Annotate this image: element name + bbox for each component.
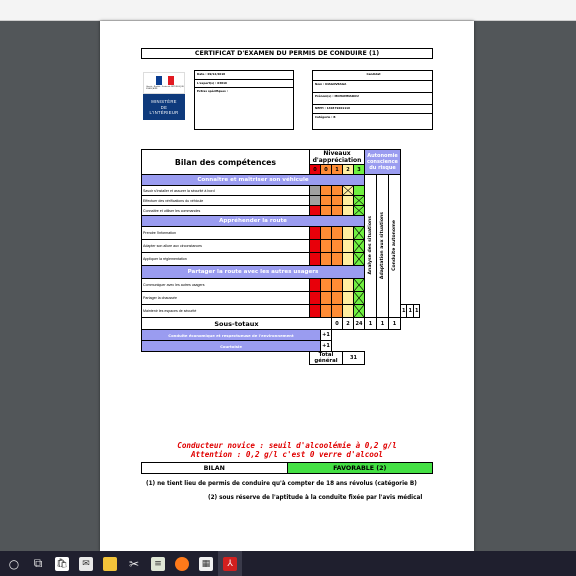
ministry-block <box>143 94 185 120</box>
competence-label: Maintenir les espaces de sécurité <box>142 305 310 318</box>
bilan-box <box>141 462 433 474</box>
total-value: 31 <box>343 352 365 365</box>
ministry-line-3: L'INTÉRIEUR <box>149 110 179 115</box>
cross-mark <box>354 206 365 216</box>
viewer-toolbar <box>0 0 576 21</box>
cross-mark <box>354 292 365 305</box>
autonomie-col-adaptation <box>377 175 389 318</box>
subtotal-1: 0 <box>332 318 343 330</box>
store-icon[interactable]: 🛍 <box>56 558 68 569</box>
niveaux-header: Niveaux d'appréciation <box>310 150 365 165</box>
competences-table <box>141 149 420 365</box>
section-vehicule: Connaître et maîtriser son véhicule <box>142 175 365 186</box>
cross-mark <box>354 240 365 253</box>
courtoisie-label: Courtoisie <box>142 341 321 352</box>
level-1: 1 <box>332 165 343 175</box>
competence-label: Connaître et utiliser les commandes <box>142 206 310 216</box>
eco-conduite-value: +1 <box>321 330 332 341</box>
level-0a: 0 <box>310 165 321 175</box>
notes-icon[interactable]: ≡ <box>146 551 170 576</box>
warning-line-1: Conducteur novice : seuil d'alcoolémie à 0,2 g/l <box>177 441 397 450</box>
competence-label: Savoir s'installer et assurer la sécurité à bord <box>142 186 310 196</box>
bilan-result: FAVORABLE (2) <box>287 463 433 473</box>
cross-mark <box>354 227 365 240</box>
acrobat-icon[interactable]: ⅄ <box>218 551 242 576</box>
bilan-label: BILAN <box>203 465 225 472</box>
exam-extras: Extras spécifiques : <box>197 89 228 93</box>
candidate-firstname: Prénom(s) : MOHAMMADOU <box>313 93 432 105</box>
section-partager: Partager la route avec les autres usagers <box>142 266 365 279</box>
calendar-icon[interactable]: ▦ <box>194 551 218 576</box>
republique-flag-box <box>143 72 185 94</box>
exam-info-box <box>194 70 294 130</box>
autonomie-value-analyse: 1 <box>401 305 407 318</box>
subtotal-auto-1: 1 <box>365 318 377 330</box>
exam-date: Date : 09/12/2018 <box>195 71 293 80</box>
competence-label: Partager la chaussée <box>142 292 310 305</box>
cross-mark <box>354 279 365 292</box>
autonomie-col-analyse <box>365 175 377 318</box>
exam-inspector: L'expert(s) : 03816 <box>195 80 293 89</box>
ministry-logo <box>143 72 185 122</box>
competence-label: Adapter son allure aux circonstances <box>142 240 310 253</box>
candidate-neph: NEPH : 140479201116 <box>313 105 432 114</box>
level-3: 3 <box>354 165 365 175</box>
footnote-2: (2) sous réserve de l'aptitude à la conduite fixée par l'avis médical <box>208 495 423 501</box>
subtotal-2: 2 <box>343 318 354 330</box>
ministry-line-1: MINISTÈRE <box>151 99 177 104</box>
candidate-name: Nom : DIAGOVRAGA <box>313 81 432 93</box>
competence-label: Communiquer avec les autres usagers <box>142 279 310 292</box>
bilan-header: Bilan des compétences <box>142 150 310 175</box>
cross-mark <box>343 186 354 196</box>
competence-label: Appliquer la réglementation <box>142 253 310 266</box>
subtotal-3: 24 <box>354 318 365 330</box>
warning-line-2: Attention : 0,2 g/l c'est 0 verre d'alcool <box>190 450 384 459</box>
taskbar <box>0 551 576 576</box>
pdf-page <box>100 21 474 551</box>
autonomie-label-adaptation: Adaptation aux situations <box>380 211 385 280</box>
candidate-info-box <box>312 70 433 130</box>
total-label: Total général <box>310 352 343 365</box>
french-flag-icon <box>156 76 174 85</box>
pdf-viewer[interactable] <box>0 21 576 551</box>
candidate-category: Catégorie : B <box>315 114 336 119</box>
autonomie-header: Autonomie conscience du risque <box>365 150 401 175</box>
snipping-icon[interactable]: ✂ <box>128 556 140 571</box>
courtoisie-value: +1 <box>321 341 332 352</box>
firefox-icon[interactable] <box>170 551 194 576</box>
ministry-line-2: DE <box>160 104 168 110</box>
level-2: 2 <box>343 165 354 175</box>
task-view-icon[interactable]: ⧉ <box>33 556 43 570</box>
autonomie-label-conduite: Conduite autonome <box>392 220 397 271</box>
autonomie-label-analyse: Analyse des situations <box>368 216 373 275</box>
autonomie-value-conduite: 1 <box>413 305 419 318</box>
autonomie-col-conduite <box>389 175 401 318</box>
search-icon[interactable]: ○ <box>8 556 20 571</box>
alcohol-warning <box>141 441 433 459</box>
document-title: CERTIFICAT D'EXAMEN DU PERMIS DE CONDUIRE (1) <box>141 48 433 59</box>
competence-label: Prendre l'information <box>142 227 310 240</box>
file-explorer-icon[interactable] <box>98 551 122 576</box>
subtotal-auto-3: 1 <box>389 318 401 330</box>
candidate-header: Candidat <box>313 71 432 81</box>
eco-conduite-label: Conduite économique et respectueuse de l'environnement <box>142 330 321 341</box>
logo-small-text: Liberté • Égalité • Fraternité RÉPUBLIQUE FRANÇAISE <box>146 86 184 90</box>
cross-mark <box>354 253 365 266</box>
autonomie-value-adaptation: 1 <box>407 305 413 318</box>
subtotals-label: Sous-totaux <box>142 318 332 330</box>
section-route: Appréhender la route <box>142 216 365 227</box>
cross-mark <box>354 196 365 206</box>
mail-icon[interactable]: ✉ <box>74 551 98 576</box>
competence-label: Effectuer des vérifications du véhicule <box>142 196 310 206</box>
cross-mark <box>354 305 365 318</box>
level-0b: 0 <box>321 165 332 175</box>
footnote-1: (1) ne tient lieu de permis de conduire qu'à compter de 18 ans révolus (catégorie B) <box>146 481 417 487</box>
subtotal-auto-2: 1 <box>377 318 389 330</box>
